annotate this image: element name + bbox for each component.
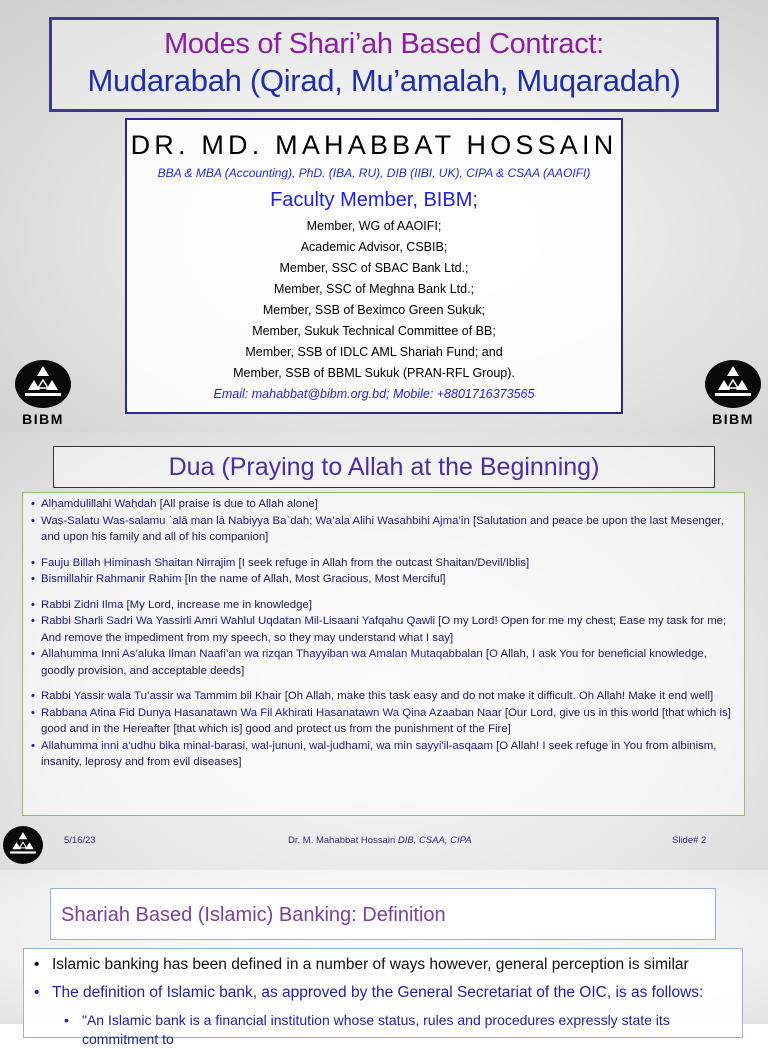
- dua-item: • Rabbi Yassir wala Tu’assir wa Tammim bil Khair [Oh Allah, make this task easy and do not make it difficult. Oh Allah! Make it end well]: [31, 688, 736, 705]
- footer-date: 5/16/23: [64, 835, 96, 846]
- definition-sub-bullet: • "An Islamic bank is a financial institution whose status, rules and procedures expressly state its commitment to: [64, 1011, 742, 1049]
- bibm-logo-left: [14, 360, 72, 427]
- definition-list: [34, 955, 742, 1049]
- bibm-logo-right: [704, 360, 762, 427]
- bibm-logo-icon: [15, 360, 71, 408]
- dua-item: • Rabbi Sharli Sadri Wa Yassirli Amri Wahlul Uqdatan Mil-Lisaani Yafqahu Qawli [O my Lord! Open for me my chest; Ease my task for me; And remove the impediment from my speech, so they may understand what I say]: [31, 613, 736, 646]
- footer-slide-number: Slide# 2: [672, 835, 707, 846]
- dua-title: Dua (Praying to Allah at the Beginning): [53, 446, 715, 488]
- footer-author: Dr. M. Mahabbat Hossain DIB, CSAA, CIPA: [288, 835, 472, 846]
- title-slide: [0, 0, 768, 432]
- faculty-title: Faculty Member, BIBM;: [270, 189, 478, 211]
- membership-item: Member, SSC of SBAC Bank Ltd.;: [279, 261, 469, 275]
- dua-item: • Rabbana Atina Fid Dunya Hasanatawn Wa Fil Akhirati Hasanatawn Wa Qina Azaaban Naar [Our Lord, give us in this world [that which is] good and in the Hereafter [that which is] good and protect us from the punishment of the Fire]: [31, 705, 736, 738]
- bibm-footer-logo: [2, 826, 44, 864]
- membership-item: Member, SSC of Meghna Bank Ltd.;: [273, 282, 475, 296]
- definition-bullet: • Islamic banking has been defined in a number of ways however, general perception is similar: [34, 955, 742, 974]
- membership-list: [127, 216, 621, 384]
- membership-item: Member, WG of AAOIFI;: [306, 219, 442, 233]
- dua-item: • Waṣ-Salatu Was-salamu `alā man lā Nabiyya Ba`dah; Wa’ala Alihi Wasahbihi Ajma’in [Salutation and peace be upon the last Mesenger, and upon his family and all of his companion]: [31, 513, 736, 546]
- dua-item: • Allahumma inni a'udhu bika minal-barasi, wal-jununi, wal-judhami, wa min sayyi'il-asqaam [O Allah! I seek refuge in You from albinism, insanity, leprosy and from evil diseases]: [31, 738, 736, 771]
- author-box: [125, 118, 623, 414]
- definition-bullet: • The definition of Islamic bank, as approved by the General Secretariat of the OIC, is as follows:: [34, 983, 742, 1002]
- definition-title: Shariah Based (Islamic) Banking: Definition: [50, 888, 716, 940]
- author-name: DR. MD. MAHABBAT HOSSAIN: [130, 130, 618, 160]
- membership-item: Academic Advisor, CSBIB;: [300, 240, 448, 254]
- membership-item: Member, SSB of IDLC AML Shariah Fund; and: [245, 345, 503, 359]
- bibm-logo-label: BIBM: [22, 411, 64, 427]
- dua-item: • Rabbi Zidni Ilma [My Lord, increase me in knowledge]: [31, 597, 736, 614]
- dua-list-box: [22, 492, 745, 816]
- dua-item: • Bismillahir Rahmanir Rahim [In the name of Allah, Most Gracious, Most Merciful]: [31, 571, 736, 588]
- membership-item: Member, Sukuk Technical Committee of BB;: [252, 324, 496, 338]
- author-degrees: BBA & MBA (Accounting), PhD. (IBA, RU), DIB (IIBI, UK), CIPA & CSAA (AAOIFI): [157, 166, 591, 180]
- membership-item: Member, SSB of BBML Sukuk (PRAN-RFL Group).: [233, 366, 515, 380]
- membership-item: Member, SSB of Beximco Green Sukuk;: [262, 303, 486, 317]
- slide-title-line2: Mudarabah (Qirad, Mu’amalah, Muqaradah): [87, 63, 681, 98]
- dua-list: [31, 496, 736, 771]
- bibm-logo-label: BIBM: [712, 411, 754, 427]
- definition-box: [23, 948, 743, 1047]
- dua-slide: [0, 432, 768, 870]
- dua-item: • Alḥamdulillahi Waḥdah [All praise is due to Allah alone]: [31, 496, 736, 513]
- title-box: [49, 17, 719, 112]
- slide-title-line1: Modes of Shari’ah Based Contract:: [164, 28, 604, 60]
- definition-slide: [0, 870, 768, 1047]
- dua-item: • Fauju Billah Himinash Shaitan Nirrajim [I seek refuge in Allah from the outcast Shaitan/Devil/Iblis]: [31, 555, 736, 572]
- dua-item: • Allahumma Inni As’aluka Ilman Naafi’an wa rizqan Thayyiban wa Amalan Mutaqabbalan [O Allah, I ask You for beneficial knowledge, goodly provision, and acceptable deeds]: [31, 646, 736, 679]
- bibm-logo-icon: [705, 360, 761, 408]
- bibm-logo-icon: [3, 826, 43, 864]
- contact-line: Email: mahabbat@bibm.org.bd; Mobile: +8801716373565: [213, 387, 535, 401]
